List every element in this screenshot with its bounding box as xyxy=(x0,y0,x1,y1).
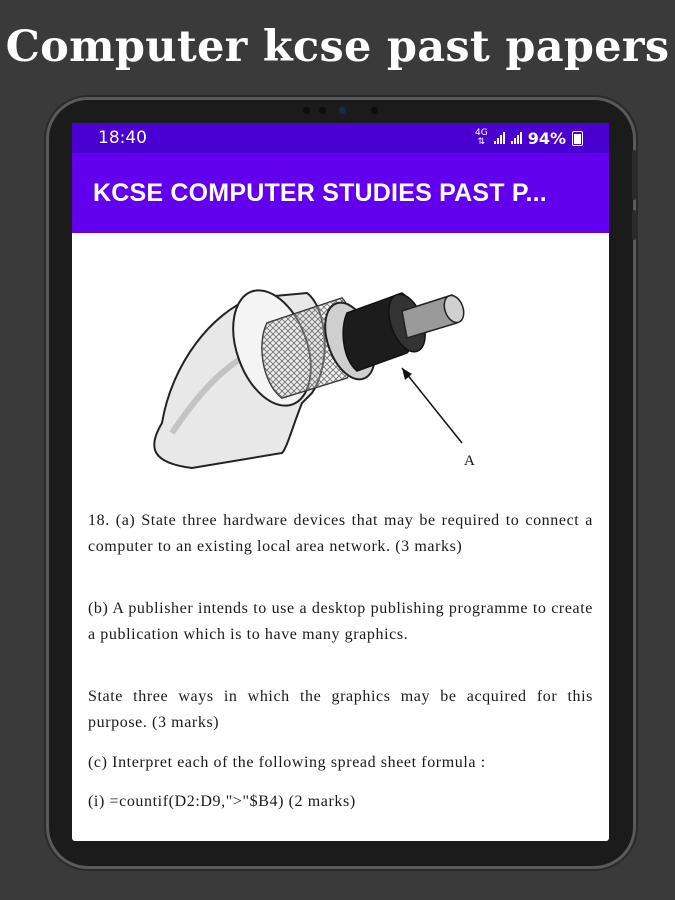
camera-bar xyxy=(295,104,385,118)
signal-icon xyxy=(494,132,505,144)
app-bar xyxy=(72,153,609,233)
tablet-side-button xyxy=(632,210,636,240)
battery-icon xyxy=(572,131,583,146)
phone-screen xyxy=(72,123,609,841)
question-paragraph: State three ways in which the graphics may be acquired for this purpose. (3 marks) xyxy=(88,688,593,731)
status-bar xyxy=(72,123,609,153)
question-paragraph: (b) A publisher intends to use a desktop publishing programme to create a publication which is to have many graphics. xyxy=(88,600,593,643)
question-paragraph: 18. (a) State three hardware devices that may be required to connect a computer to an existing local area network. (3 marks) xyxy=(88,512,593,555)
question-paragraph: (c) Interpret each of the following spread sheet formula : xyxy=(88,754,486,771)
tablet-side-button xyxy=(632,150,636,200)
status-time: 18:40 xyxy=(98,128,147,148)
network-icon: 4G ⇅ xyxy=(475,128,488,147)
app-bar-title: KCSE COMPUTER STUDIES PAST P... xyxy=(93,178,547,207)
content-area[interactable] xyxy=(72,233,609,841)
figure-label: A xyxy=(464,453,475,469)
signal-icon xyxy=(511,132,522,144)
coaxial-cable-illustration xyxy=(102,253,475,473)
question-paragraph: (i) =countif(D2:D9,">"$B4) (2 marks) xyxy=(88,793,356,810)
banner-title: Computer kcse past papers xyxy=(5,22,670,72)
battery-percent: 94% xyxy=(527,128,566,148)
